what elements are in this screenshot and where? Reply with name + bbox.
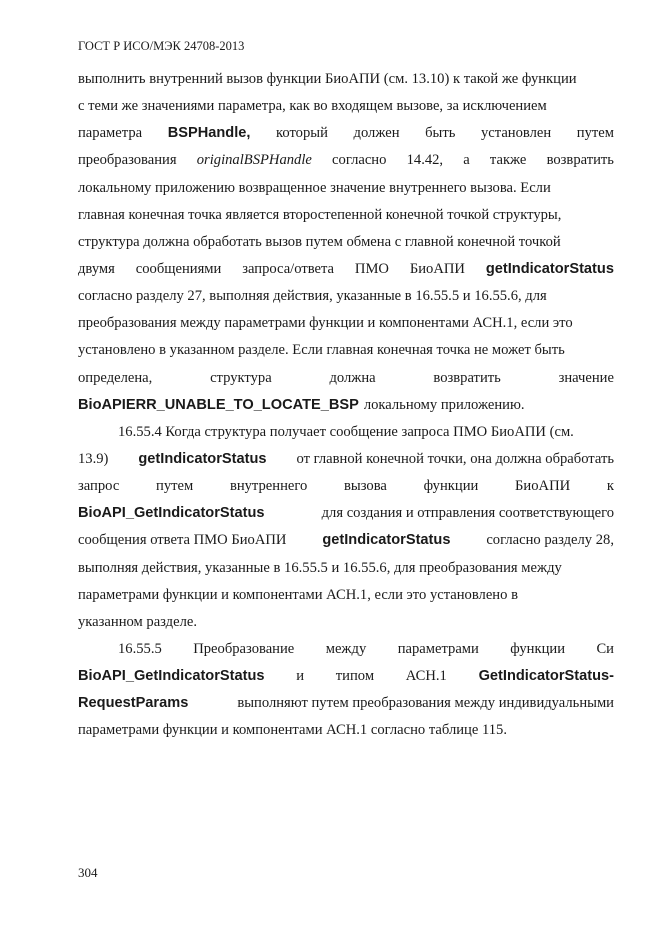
text-segment: который [276, 125, 328, 142]
text-line [78, 93, 614, 120]
text-line [78, 256, 614, 283]
text-segment: и [296, 668, 305, 685]
code-identifier: RequestParams [78, 695, 189, 712]
code-identifier: getIndicatorStatus [485, 260, 614, 277]
code-identifier: BioAPIERR_UNABLE_TO_LOCATE_BSP [78, 396, 359, 413]
text-line [78, 337, 614, 364]
code-identifier: GetIndicatorStatus- [478, 668, 614, 685]
code-identifier: BioAPI_GetIndicatorStatus [78, 505, 265, 522]
text-segment: согласно разделу 28, [486, 532, 614, 549]
text-line [78, 663, 614, 690]
text-segment: а [463, 152, 470, 169]
text-segment: внутреннего [229, 478, 308, 495]
text-segment: Си [596, 640, 614, 657]
text-segment: выполняя действия, указанные в 16.55.5 и 16.55.6, для преобразования между [78, 559, 562, 576]
text-segment: быть [425, 125, 456, 142]
text-segment: указанном разделе. [78, 613, 197, 630]
text-segment: возвратить [433, 369, 501, 386]
italic-identifier: originalBSPHandle [196, 152, 312, 169]
text-line [78, 229, 614, 256]
text-segment: запроса/ответа [242, 260, 335, 277]
text-segment: между [325, 640, 367, 657]
text-segment: функции [423, 478, 479, 495]
text-line [78, 419, 614, 446]
text-segment: 13.9) [78, 450, 109, 467]
text-segment: преобразования [78, 152, 177, 169]
text-line [78, 66, 614, 93]
text-segment: БиоАПИ [409, 260, 465, 277]
text-segment: от главной конечной точки, она должна обработать [296, 450, 614, 467]
text-line [78, 147, 614, 174]
text-segment: структура должна обработать вызов путем обмена с главной конечной точкой [78, 233, 561, 250]
text-line [78, 527, 614, 554]
text-segment: согласно [332, 152, 387, 169]
text-segment: Преобразование [193, 640, 295, 657]
text-segment: сообщения ответа ПМО БиоАПИ [78, 532, 287, 549]
text-segment: двумя [78, 260, 115, 277]
text-segment: ПМО [354, 260, 389, 277]
text-segment: путем [156, 478, 194, 495]
text-line [78, 582, 614, 609]
text-segment: вызова [344, 478, 387, 495]
text-segment: с теми же значениями параметра, как во входящем вызове, за исключением [78, 98, 547, 115]
text-segment: возвратить [546, 152, 614, 169]
text-segment: АСН.1 [405, 668, 447, 685]
text-segment: 14.42, [406, 152, 444, 169]
text-segment: преобразования между параметрами функции и компонентами АСН.1, если это [78, 315, 573, 332]
text-segment: параметрами функции и компонентами АСН.1, если это установлено в [78, 586, 518, 603]
text-line [78, 555, 614, 582]
text-segment: должна [329, 369, 376, 386]
text-segment: установлен [481, 125, 552, 142]
text-segment: 16.55.5 [118, 640, 162, 657]
text-segment: запрос [78, 478, 120, 495]
text-segment: БиоАПИ [515, 478, 571, 495]
text-segment: должен [353, 125, 400, 142]
text-line [78, 500, 614, 527]
text-segment: согласно разделу 27, выполняя действия, указанные в 16.55.5 и 16.55.6, для [78, 288, 547, 305]
text-line [78, 690, 614, 717]
text-segment: выполняют путем преобразования между индивидуальными [237, 695, 614, 712]
body-text [78, 66, 614, 745]
text-line [78, 636, 614, 663]
text-line [78, 392, 614, 419]
text-segment: также [489, 152, 527, 169]
text-line [78, 473, 614, 500]
page-number: 304 [78, 865, 98, 880]
text-line [78, 609, 614, 636]
text-segment: типом [335, 668, 375, 685]
text-segment: 16.55.4 Когда структура получает сообщение запроса ПМО БиоАПИ (см. [118, 423, 574, 440]
text-segment: параметра [78, 125, 143, 142]
text-line [78, 120, 614, 147]
text-segment: для создания и отправления соответствующего [321, 505, 614, 522]
text-line [78, 365, 614, 392]
text-segment: сообщениями [135, 260, 222, 277]
text-segment: параметрами функции и компонентами АСН.1 согласно таблице 115. [78, 722, 507, 739]
code-identifier: BSPHandle, [167, 125, 251, 142]
text-segment: установлено в указанном разделе. Если главная конечная точка не может быть [78, 342, 565, 359]
text-segment: локальному приложению. [363, 396, 525, 413]
text-line [78, 175, 614, 202]
text-line [78, 717, 614, 744]
text-segment: выполнить внутренний вызов функции БиоАПИ (см. 13.10) к такой же функции [78, 71, 577, 87]
code-identifier: getIndicatorStatus [322, 532, 451, 549]
document-header: ГОСТ Р ИСО/МЭК 24708-2013 [78, 39, 245, 53]
text-segment: значение [558, 369, 614, 386]
text-line [78, 310, 614, 337]
code-identifier: BioAPI_GetIndicatorStatus [78, 668, 265, 685]
text-segment: к [606, 478, 614, 495]
text-segment: локальному приложению возвращенное значение внутреннего вызова. Если [78, 179, 551, 196]
text-line [78, 283, 614, 310]
text-segment: структура [210, 369, 272, 386]
text-line [78, 446, 614, 473]
text-segment: путем [576, 125, 614, 142]
text-line [78, 202, 614, 229]
text-segment: функции [510, 640, 566, 657]
code-identifier: getIndicatorStatus [138, 450, 267, 467]
text-segment: определена, [78, 369, 153, 386]
text-segment: главная конечная точка является второстепенной конечной точкой структуры, [78, 206, 562, 223]
text-segment: параметрами [397, 640, 479, 657]
